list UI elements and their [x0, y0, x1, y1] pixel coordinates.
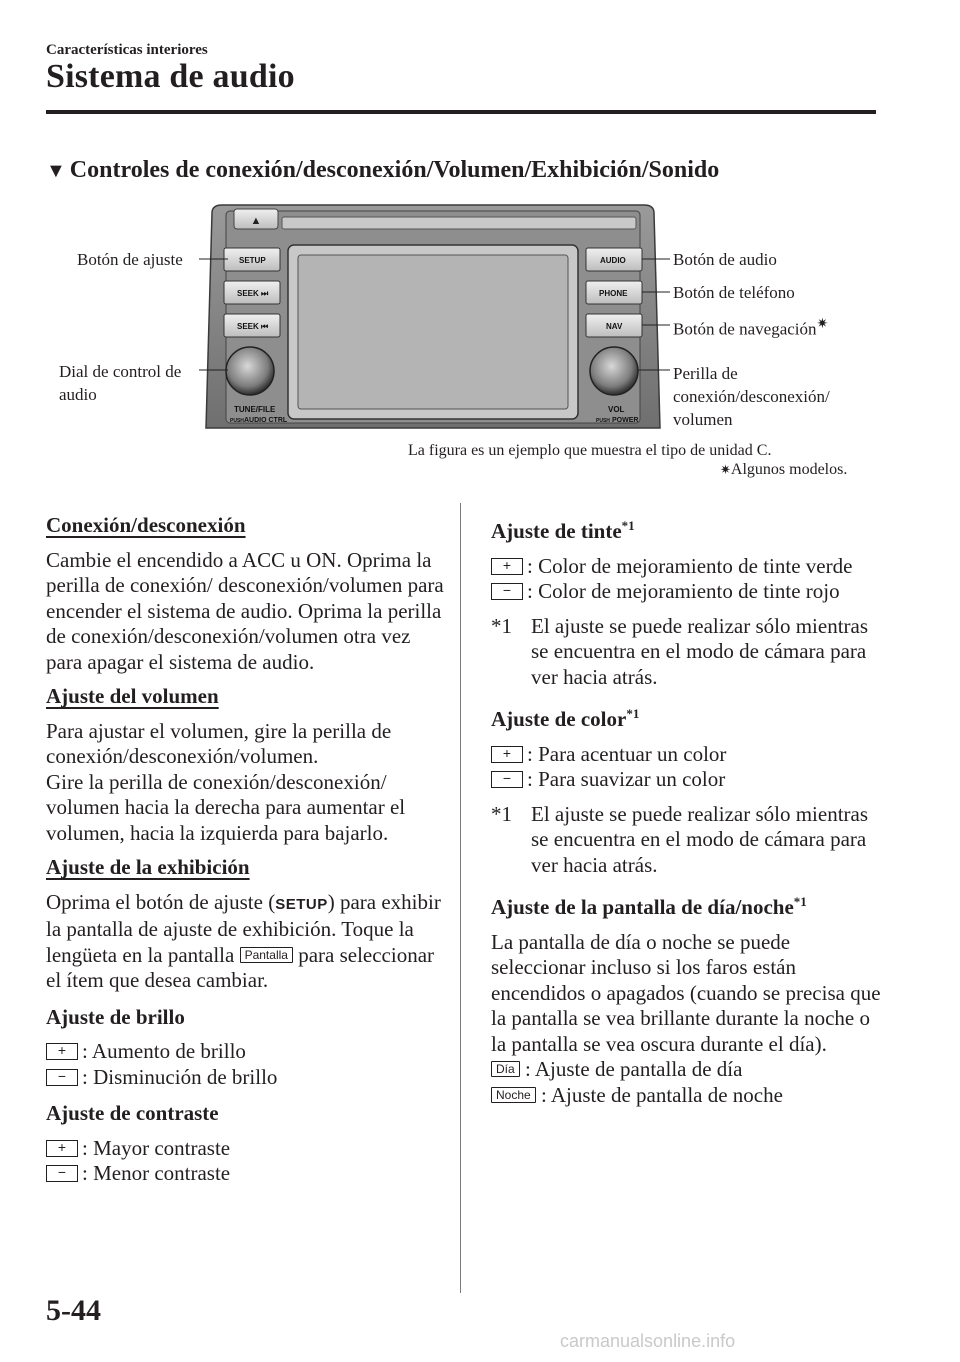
tinte-plus-text: : Color de mejoramiento de tinte verde [527, 553, 853, 578]
pantalla-tab-key: Pantalla [240, 947, 293, 963]
vol-label: VOL [608, 405, 625, 414]
audio-button-callout: Botón de audio [673, 250, 777, 269]
tune-label: TUNE/FILE [234, 405, 276, 414]
exhibicion-text-mid: ) para exhibir la pantalla de ajuste de exhibición. Toque la lengüeta en la pantalla [46, 889, 441, 967]
column-divider [460, 503, 461, 1293]
contraste-minus-row [46, 1161, 446, 1187]
minus-key: − [491, 771, 523, 788]
nav-button-callout [673, 314, 828, 341]
unit-setup-button: SETUP [239, 256, 266, 265]
dia-key: Día [491, 1061, 520, 1077]
heading-tinte [491, 513, 881, 545]
power-knob-callout-line1: Perilla de [673, 364, 738, 383]
vol-sub-label: POWER [612, 417, 639, 424]
heading-conexion: Conexión/desconexión [46, 513, 246, 537]
heading-color-text: Ajuste de color [491, 707, 627, 731]
page-number: 5-44 [46, 1294, 101, 1327]
section-title-text: Controles de conexión/desconexión/Volumen/Exhibición/Sonido [69, 157, 720, 183]
eject-icon: ▲ [250, 215, 262, 227]
tune-push-label: PUSH [230, 418, 244, 424]
dia-row [491, 1057, 881, 1083]
footnote-ref: *1 [621, 518, 635, 533]
tinte-minus-row [491, 579, 881, 605]
heading-contraste: Ajuste de contraste [46, 1101, 219, 1125]
asterisk-icon: ✷ [816, 317, 829, 332]
exhibicion-text-post: para seleccionar el ítem que desea cambiar. [46, 942, 435, 992]
noche-row [491, 1083, 881, 1109]
heading-tinte-text: Ajuste de tinte [491, 519, 622, 543]
unit-seek-down-button: SEEK ⏮ [237, 322, 269, 331]
power-knob-callout-line3: volumen [673, 410, 733, 429]
tune-sub-label: AUDIO CTRL [244, 417, 288, 424]
setup-inline-key: SETUP [275, 895, 328, 913]
unit-audio-button: AUDIO [600, 256, 626, 265]
contraste-minus-text: : Menor contraste [82, 1161, 231, 1185]
heading-color [491, 701, 881, 733]
left-column [46, 513, 446, 1187]
plus-key: + [491, 558, 523, 575]
footnote-text: El ajuste se puede realizar sólo mientras se encuentra en el modo de cámara para ver hacia atrás. [531, 801, 869, 877]
heading-volumen: Ajuste del volumen [46, 684, 219, 708]
heading-exhibicion: Ajuste de la exhibición [46, 855, 250, 879]
brillo-plus-text: : Aumento de brillo [82, 1039, 246, 1063]
phone-button-callout: Botón de teléfono [673, 283, 795, 302]
paragraph-volumen-2: Gire la perilla de conexión/desconexión/ volumen hacia la derecha para aumentar el volumen, hacia la izquierda para bajarlo. [46, 769, 406, 845]
nav-button-callout-text: Botón de navegación [673, 319, 817, 339]
watermark: carmanualsonline.info [560, 1331, 736, 1351]
paragraph-volumen-1: Para ajustar el volumen, gire la perilla de conexión/desconexión/volumen. [46, 718, 392, 768]
vol-push-label: PUSH [596, 418, 610, 424]
chapter-kicker: Características interiores [46, 42, 208, 58]
figure-caption: La figura es un ejemplo que muestra el tipo de unidad C. [408, 442, 772, 459]
footnote-ref: *1 [793, 894, 807, 909]
contraste-plus-text: : Mayor contraste [82, 1135, 231, 1160]
footnote-1 [491, 614, 881, 691]
plus-key: + [46, 1140, 78, 1157]
color-plus-row [491, 742, 881, 768]
footnote-ref: *1 [626, 706, 640, 721]
unit-nav-button: NAV [606, 322, 623, 331]
figure-note-text: Algunos modelos. [730, 461, 848, 478]
footnote-text: El ajuste se puede realizar sólo mientras se encuentra en el modo de cámara para ver hacia atrás. [531, 613, 869, 689]
paragraph-dia-noche: La pantalla de día o noche se puede seleccionar incluso si los faros están encendidos o apagados (cuando se precisa que la pantalla se vea brillante durante la noche o la pantalla se vea oscura durante el día). [491, 929, 881, 1056]
brillo-minus-row [46, 1065, 446, 1091]
minus-key: − [46, 1069, 78, 1086]
exhibicion-text-pre: Oprima el botón de ajuste ( [46, 889, 276, 914]
tinte-minus-text: : Color de mejoramiento de tinte rojo [527, 579, 840, 603]
setup-button-callout: Botón de ajuste [77, 250, 183, 269]
color-minus-text: : Para suavizar un color [527, 767, 726, 791]
minus-key: − [46, 1165, 78, 1182]
figure-note [720, 461, 847, 479]
page-title: Sistema de audio [46, 58, 295, 95]
paragraph-exhibicion [46, 890, 446, 994]
audio-dial-callout-line2: audio [59, 385, 97, 404]
unit-seek-up-button: SEEK ⏭ [237, 289, 269, 298]
footnote-number: *1 [491, 801, 512, 826]
heading-dia-noche [491, 889, 881, 921]
unit-phone-button: PHONE [599, 289, 628, 298]
color-minus-row [491, 767, 881, 793]
power-knob-callout-line2: conexión/desconexión/ [673, 387, 830, 406]
tinte-plus-row [491, 554, 881, 580]
triangle-icon: ▼ [46, 160, 66, 182]
footnote-number: *1 [491, 613, 512, 638]
noche-text: : Ajuste de pantalla de noche [540, 1082, 783, 1107]
noche-key: Noche [491, 1087, 536, 1103]
asterisk-icon: ✷ [720, 462, 731, 477]
footnote-2 [491, 802, 881, 879]
plus-key: + [491, 746, 523, 763]
color-plus-text: : Para acentuar un color [527, 741, 727, 766]
brillo-minus-text: : Disminución de brillo [82, 1064, 278, 1089]
brillo-plus-row [46, 1039, 446, 1065]
dia-text: : Ajuste de pantalla de día [524, 1057, 743, 1081]
right-column [491, 513, 881, 1108]
contraste-plus-row [46, 1136, 446, 1162]
paragraph-conexion: Cambie el encendido a ACC u ON. Oprima la perilla de conexión/ desconexión/volumen para encender el sistema de audio. Oprima la perilla de conexión/desconexión/volumen otra vez para apagar el sistema de audio. [46, 547, 444, 674]
heading-brillo: Ajuste de brillo [46, 1004, 185, 1029]
audio-dial-callout-line1: Dial de control de [59, 362, 182, 381]
minus-key: − [491, 583, 523, 600]
heading-dia-noche-text: Ajuste de la pantalla de día/noche [491, 895, 794, 919]
plus-key: + [46, 1043, 78, 1060]
